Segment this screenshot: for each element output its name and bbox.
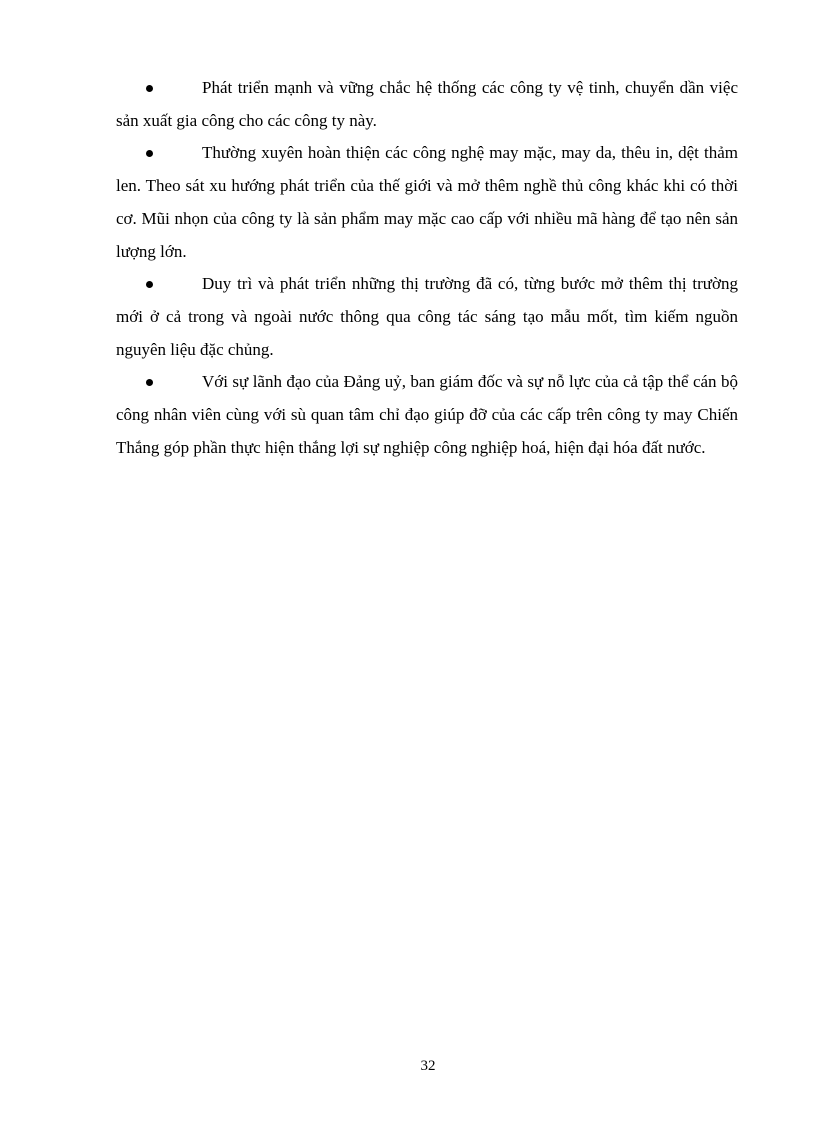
bullet-item-1 bbox=[116, 72, 738, 137]
bullet-dot-icon bbox=[146, 379, 153, 386]
bullet-item-4 bbox=[116, 366, 738, 464]
bullet-dot-icon bbox=[146, 85, 153, 92]
bullet-dot-icon bbox=[146, 281, 153, 288]
bullet-text-2: Thường xuyên hoàn thiện các công nghệ may mặc, may da, thêu in, dệt thảm len. Theo sát xu hướng phát triển của thế giới và mở thêm nghề thủ công khác khi có thời cơ. Mũi nhọn của công ty là sản phẩm may mặc cao cấp với nhiều mã hàng để tạo nên sản lượng lớn. bbox=[116, 143, 738, 261]
page-number: 32 bbox=[420, 1058, 436, 1074]
document-body bbox=[116, 72, 738, 464]
bullet-text-3: Duy trì và phát triển những thị trường đã có, từng bước mở thêm thị trường mới ở cả trong và ngoài nước thông qua công tác sáng tạo mẫu mốt, tìm kiếm nguồn nguyên liệu đặc chủng. bbox=[116, 274, 738, 359]
bullet-dot-icon bbox=[146, 150, 153, 157]
bullet-text-1: Phát triển mạnh và vững chắc hệ thống các công ty vệ tinh, chuyển dần việc sản xuất gia công cho các công ty này. bbox=[116, 78, 738, 130]
bullet-text-4: Với sự lãnh đạo của Đảng uỷ, ban giám đốc và sự nỗ lực của cả tập thể cán bộ công nhân viên cùng với sù quan tâm chỉ đạo giúp đỡ của các cấp trên công ty may Chiến Thắng góp phần thực hiện thắng lợi sự nghiệp công nghiệp hoá, hiện đại hóa đất nước. bbox=[116, 372, 738, 457]
bullet-item-3 bbox=[116, 268, 738, 366]
bullet-item-2 bbox=[116, 137, 738, 268]
